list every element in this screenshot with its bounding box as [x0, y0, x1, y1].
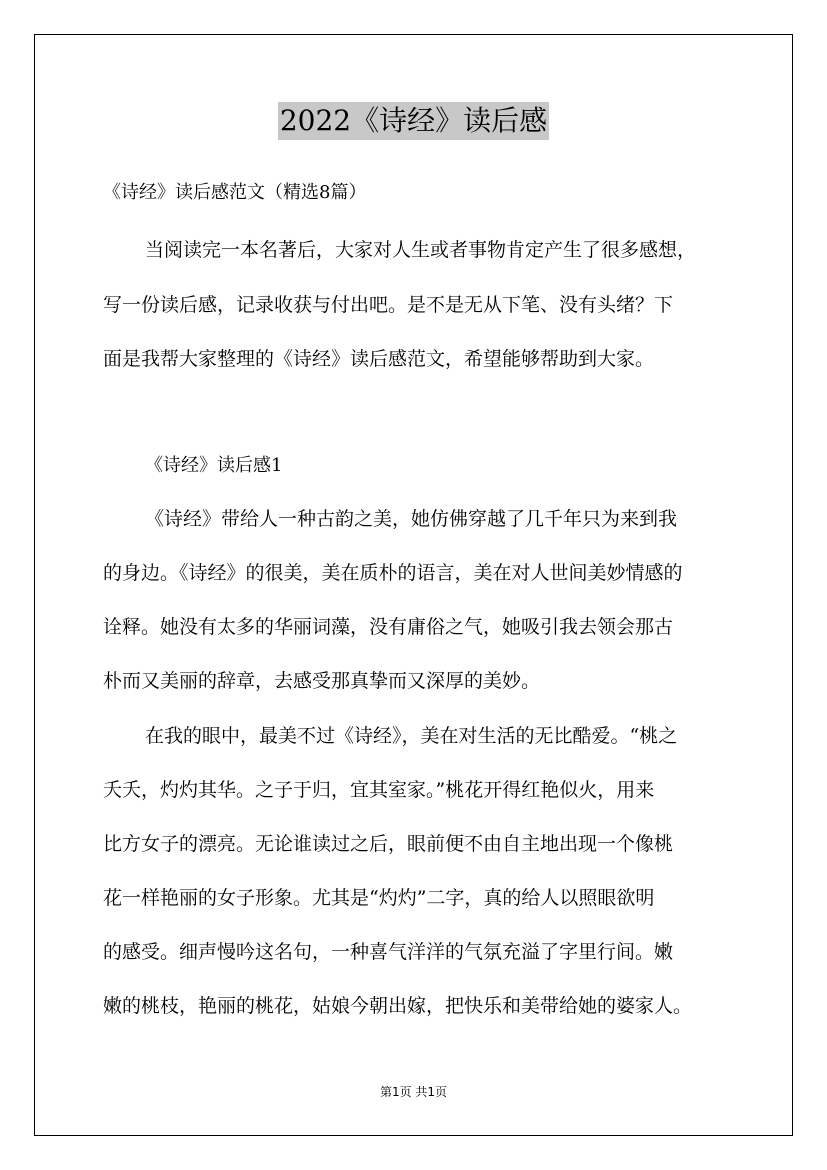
document-title: 2022《诗经》读后感 [278, 102, 549, 140]
page-footer: 第1页 共1页 [379, 1085, 448, 1099]
paragraph-line: 的身边。《诗经》的很美，美在质朴的语言，美在对人世间美妙情感的 [103, 562, 683, 584]
section-heading: 《诗经》读后感1 [145, 455, 283, 476]
paragraph-line: 诠释。她没有太多的华丽词藻，没有庸俗之气，她吸引我去领会那古 [103, 616, 674, 638]
intro-line: 写一份读后感，记录收获与付出吧。是不是无从下笔、没有头绪？下 [103, 294, 674, 316]
paragraph-line: 朴而又美丽的辞章，去感受那真挚而又深厚的美妙。 [103, 670, 541, 692]
paragraph-line: 花一样艳丽的女子形象。尤其是“灼灼”二字，真的给人以照眼欲明 [103, 887, 655, 909]
paragraph-line: 《诗经》带给人一种古韵之美，她仿佛穿越了几千年只为来到我 [145, 508, 678, 530]
paragraph-line: 夭夭，灼灼其华。之子于归，宜其室家。”桃花开得红艳似火，用来 [103, 779, 655, 801]
intro-line: 当阅读完一本名著后，大家对人生或者事物肯定产生了很多感想， [145, 239, 697, 261]
document-subtitle: 《诗经》读后感范文（精选8篇） [103, 182, 367, 203]
paragraph-line: 在我的眼中，最美不过《诗经》，美在对生活的无比酷爱。“桃之 [145, 725, 678, 747]
title-wrap [0, 102, 827, 140]
paragraph-line: 嫩的桃枝，艳丽的桃花，姑娘今朝出嫁，把快乐和美带给她的婆家人。 [103, 995, 693, 1017]
paragraph-line: 的感受。细声慢吟这名句，一种喜气洋洋的气氛充溢了字里行间。嫩 [103, 941, 674, 963]
intro-line: 面是我帮大家整理的《诗经》读后感范文，希望能够帮助到大家。 [103, 348, 655, 370]
paragraph-line: 比方女子的漂亮。无论谁读过之后，眼前便不由自主地出现一个像桃 [103, 833, 674, 855]
